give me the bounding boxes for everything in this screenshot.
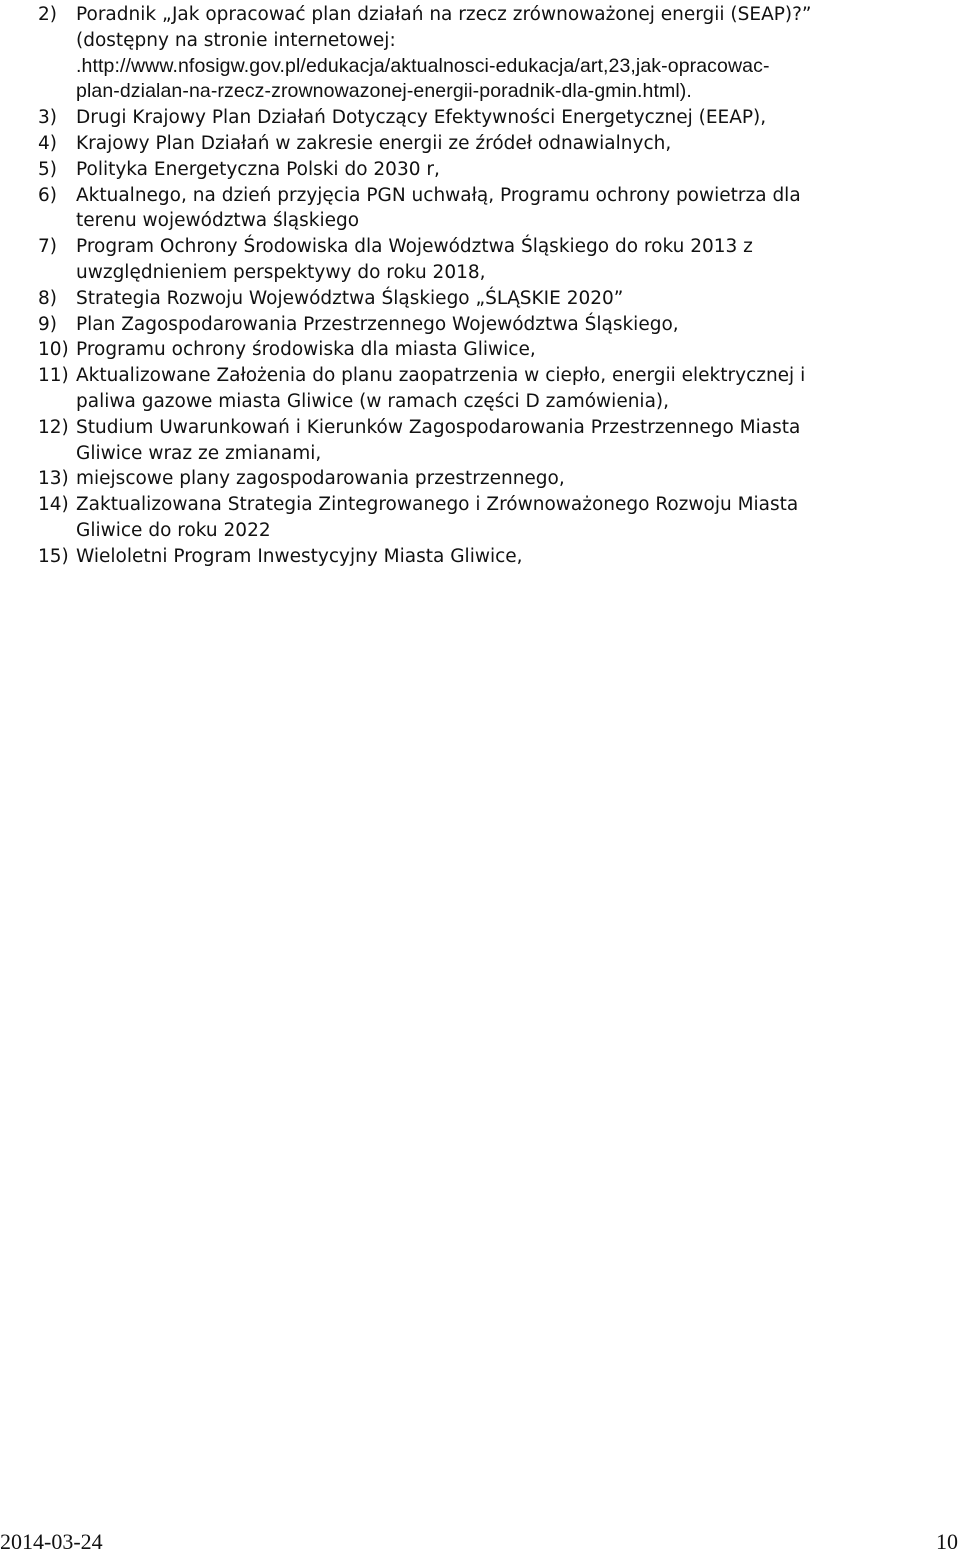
list-item-text: Polityka Energetyczna Polski do 2030 r, bbox=[76, 158, 440, 180]
list-item bbox=[38, 286, 950, 312]
list-item bbox=[38, 183, 950, 235]
list-item-text: Drugi Krajowy Plan Działań Dotyczący Efektywności Energetycznej (EEAP), bbox=[76, 107, 767, 129]
list-item-text: miejscowe plany zagospodarowania przestrzennego, bbox=[76, 468, 565, 490]
list-item-number: 5) bbox=[38, 158, 57, 180]
list-item bbox=[38, 337, 950, 363]
list-item bbox=[38, 312, 950, 338]
list-item-number: 9) bbox=[38, 313, 57, 335]
list-item-text: terenu województwa śląskiego bbox=[76, 210, 360, 232]
list-item-text: Aktualnego, na dzień przyjęcia PGN uchwałą, Programu ochrony powietrza dla bbox=[76, 184, 801, 206]
list-item-text: Studium Uwarunkowań i Kierunków Zagospodarowania Przestrzennego Miasta bbox=[76, 416, 801, 438]
list-item-text: paliwa gazowe miasta Gliwice (w ramach części D zamówienia), bbox=[76, 390, 670, 412]
list-item-text: (dostępny na stronie internetowej: bbox=[76, 29, 396, 51]
list-item-text: Plan Zagospodarowania Przestrzennego Województwa Śląskiego, bbox=[76, 313, 679, 335]
list-item bbox=[38, 105, 950, 131]
list-item-number: 3) bbox=[38, 107, 57, 129]
list-item-text: Zaktualizowana Strategia Zintegrowanego i Zrównoważonego Rozwoju Miasta bbox=[76, 494, 799, 516]
list-item-text: Programu ochrony środowiska dla miasta Gliwice, bbox=[76, 339, 536, 361]
list-item bbox=[38, 492, 950, 544]
list-item bbox=[38, 466, 950, 492]
list-item-text: Krajowy Plan Działań w zakresie energii ze źródeł odnawialnych, bbox=[76, 132, 672, 154]
list-item-number: 15) bbox=[38, 545, 69, 567]
list-item-number: 6) bbox=[38, 184, 57, 206]
list-item-number: 7) bbox=[38, 236, 57, 258]
list-item-number: 8) bbox=[38, 287, 57, 309]
list-item bbox=[38, 131, 950, 157]
footer-date: 2014-03-24 bbox=[0, 1529, 103, 1554]
list-item-number: 12) bbox=[38, 416, 69, 438]
list-item bbox=[38, 415, 950, 467]
list-item-text: Poradnik „Jak opracować plan działań na rzecz zrównoważonej energii (SEAP)?” bbox=[76, 4, 812, 25]
list-item-text: Gliwice do roku 2022 bbox=[76, 519, 271, 541]
list-item-number: 13) bbox=[38, 468, 69, 490]
list-item-text: Program Ochrony Środowiska dla Województwa Śląskiego do roku 2013 z bbox=[76, 236, 753, 258]
list-item-text: Wieloletni Program Inwestycyjny Miasta Gliwice, bbox=[76, 545, 523, 567]
list-item bbox=[38, 363, 950, 415]
page-number: 10 bbox=[936, 1529, 958, 1554]
list-item bbox=[38, 157, 950, 183]
list-item-text: Aktualizowane Założenia do planu zaopatrzenia w ciepło, energii elektrycznej i bbox=[76, 365, 806, 387]
list-item bbox=[38, 544, 950, 570]
list-item-text: uwzględnieniem perspektywy do roku 2018, bbox=[76, 261, 486, 283]
list-item-number: 10) bbox=[38, 339, 69, 361]
list-item-number: 2) bbox=[38, 4, 57, 25]
list-item-number: 14) bbox=[38, 494, 69, 516]
reference-list bbox=[38, 2, 950, 570]
list-item bbox=[38, 2, 950, 105]
url-text: .http://www.nfosigw.gov.pl/edukacja/aktualnosci-edukacja/art,23,jak-opracowac- bbox=[76, 54, 770, 77]
list-item-number: 4) bbox=[38, 132, 57, 154]
url-text: plan-dzialan-na-rzecz-zrownowazonej-energii-poradnik-dla-gmin.html). bbox=[76, 80, 692, 103]
list-item-text: Gliwice wraz ze zmianami, bbox=[76, 442, 322, 464]
list-item-text: Strategia Rozwoju Województwa Śląskiego „ŚLĄSKIE 2020” bbox=[76, 287, 624, 309]
list-item bbox=[38, 234, 950, 286]
list-item-number: 11) bbox=[38, 365, 69, 387]
